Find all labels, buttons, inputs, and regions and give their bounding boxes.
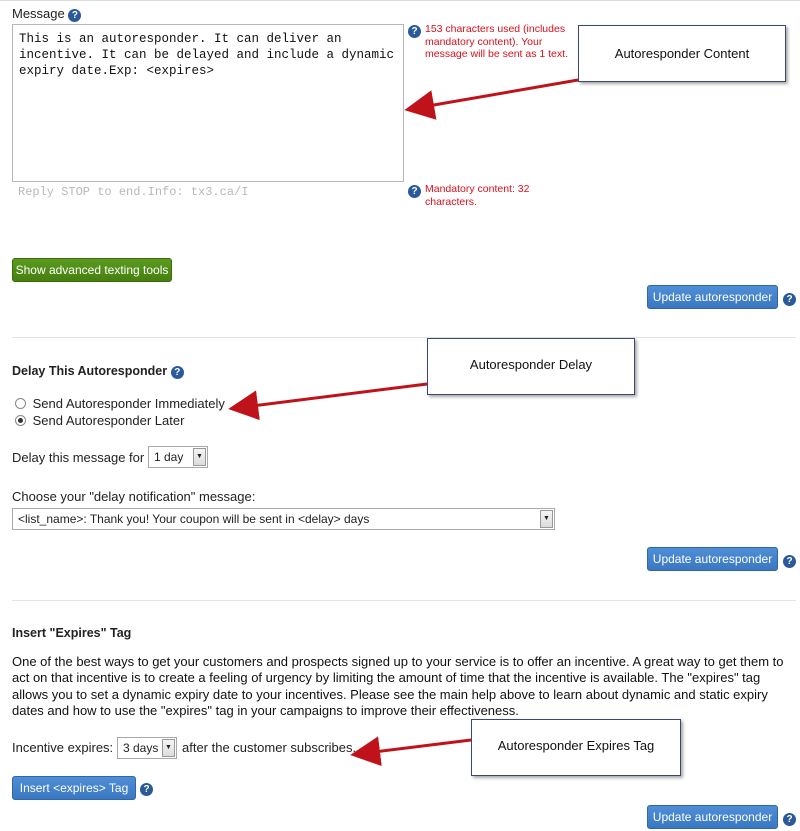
help-icon[interactable]: ? <box>783 293 796 306</box>
help-icon[interactable]: ? <box>408 185 421 198</box>
message-label: Message <box>12 6 65 21</box>
mandatory-content-note: Mandatory content: 32 characters. <box>425 183 530 208</box>
char-count-note: 153 characters used (includes mandatory content). Your message will be sent as 1 text. <box>425 23 568 60</box>
arrow-content <box>428 80 578 106</box>
help-icon[interactable]: ? <box>68 9 81 22</box>
callout-content: Autoresponder Content <box>578 25 786 82</box>
chevron-down-icon[interactable]: ▼ <box>540 510 553 528</box>
help-icon[interactable]: ? <box>140 783 153 796</box>
radio-label: Send Autoresponder Immediately <box>32 396 225 411</box>
update-autoresponder-button[interactable]: Update autoresponder <box>647 285 778 309</box>
mandatory-content-text: Reply STOP to end.Info: tx3.ca/I <box>18 185 249 199</box>
message-textarea-value: This is an autoresponder. It can deliver an incentive. It can be delayed and include a dynamic expiry date.Exp: <expires> <box>19 32 395 78</box>
incentive-suffix: after the customer subscribes. <box>182 740 357 755</box>
chevron-down-icon[interactable]: ▼ <box>193 448 206 466</box>
update-autoresponder-button[interactable]: Update autoresponder <box>647 547 778 571</box>
chevron-down-icon[interactable]: ▼ <box>162 739 175 757</box>
callout-expires: Autoresponder Expires Tag <box>471 719 681 776</box>
expires-section-title: Insert "Expires" Tag <box>12 626 132 640</box>
delay-label: Delay this message for <box>12 450 145 465</box>
help-icon[interactable]: ? <box>783 813 796 826</box>
delay-section-title: Delay This Autoresponder <box>12 364 168 378</box>
radio-label: Send Autoresponder Later <box>32 413 185 428</box>
notification-select-value: <list_name>: Thank you! Your coupon will be sent in <delay> days <box>18 512 370 526</box>
delay-select-value: 1 day <box>154 450 184 464</box>
incentive-select-value: 3 days <box>123 741 159 755</box>
incentive-label: Incentive expires: <box>12 740 114 755</box>
update-autoresponder-button[interactable]: Update autoresponder <box>647 805 778 829</box>
expires-description: One of the best ways to get your customers and prospects signed up to your service is to offer an incentive. A great way to get them to act on that incentive is to create a feeling of urgency by limiting the amount of time that the incentive is available. The "expires" tag allows you to set a dynamic expiry date to your incentives. Please see the main help above to learn about dynamic and static expiry dates and how to use the "expires" tag in your campaigns to improve their effectiveness. <box>12 654 784 718</box>
arrow-expires <box>374 740 471 752</box>
notification-label: Choose your "delay notification" message: <box>12 489 256 504</box>
help-icon[interactable]: ? <box>408 25 421 38</box>
insert-expires-tag-button[interactable]: Insert <expires> Tag <box>12 776 136 800</box>
arrow-delay <box>252 384 427 406</box>
help-icon[interactable]: ? <box>783 555 796 568</box>
callout-delay: Autoresponder Delay <box>427 338 635 395</box>
help-icon[interactable]: ? <box>171 366 184 379</box>
advanced-texting-tools-button[interactable]: Show advanced texting tools <box>12 258 172 282</box>
